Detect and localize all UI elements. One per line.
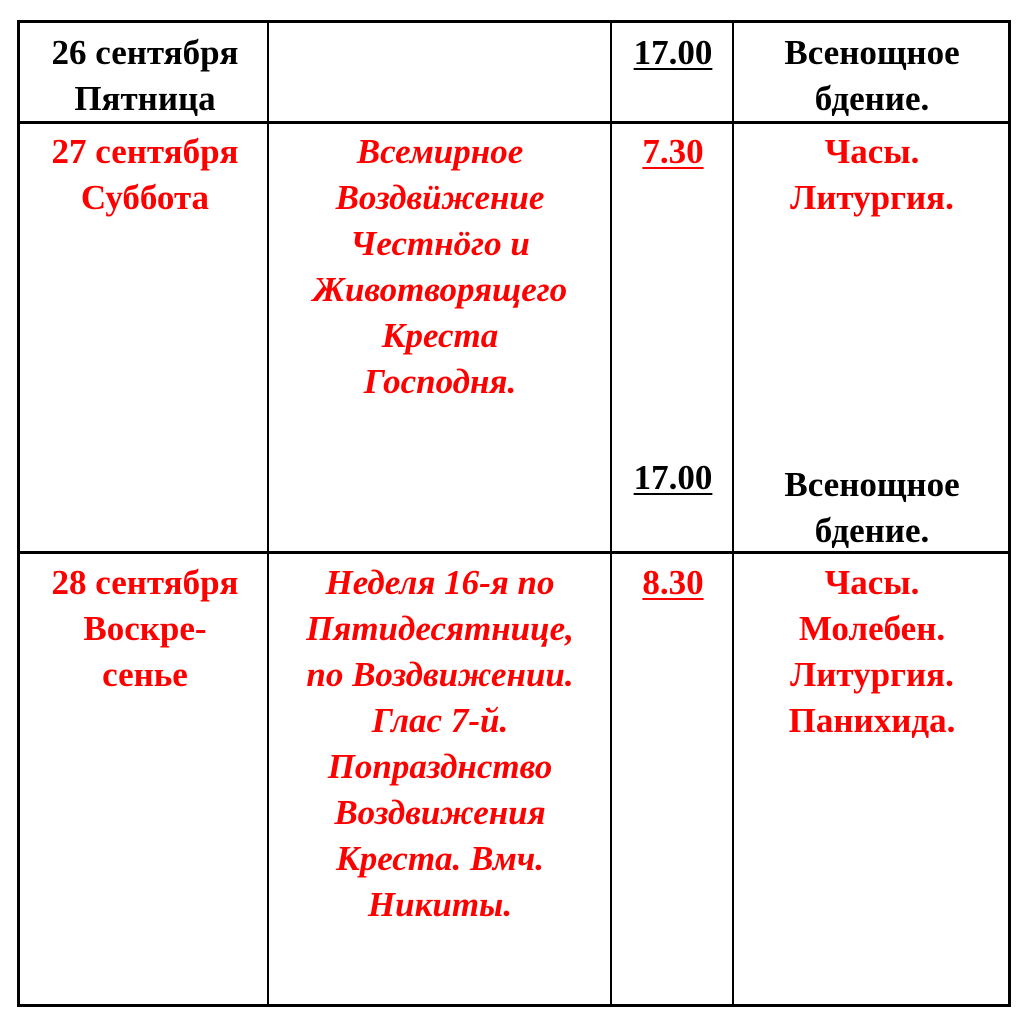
column-divider-1 <box>267 20 269 1007</box>
table-border-right <box>1008 20 1011 1007</box>
column-divider-2 <box>610 20 612 1007</box>
row-2-date-weekday: Суббота <box>80 178 210 217</box>
row-2-feast-line-2: Воздвӥжение <box>335 178 545 217</box>
row-1-service <box>737 30 1007 122</box>
row-2-service-2-time: 17.00 <box>633 458 713 497</box>
row-1-time <box>614 30 732 76</box>
row-2-feast-line-1: Всемирное <box>356 132 524 171</box>
row-3-date <box>23 560 267 698</box>
row-1-date-weekday: Пятница <box>74 79 216 118</box>
row-2-date <box>23 129 267 221</box>
row-3-service-1-line-2: Молебен. <box>798 609 946 648</box>
row-3-service-1-line-3: Литургия. <box>790 655 954 694</box>
row-3-feast-line-8: Никиты. <box>367 885 513 924</box>
row-3-feast-line-1: Неделя 16-я по <box>325 563 555 602</box>
row-1-service-1-time: 17.00 <box>633 33 713 72</box>
row-3-feast-line-7: Креста. Вмч. <box>335 839 545 878</box>
row-2-service-1 <box>737 129 1007 221</box>
row-3-date-weekday-part-1: Воскре- <box>83 609 207 648</box>
row-2-time-1 <box>614 129 732 175</box>
row-2-feast-line-5: Креста <box>381 316 499 355</box>
row-3-service <box>737 560 1007 744</box>
row-2-feast-line-3: Честнӧго и <box>350 224 530 263</box>
row-2-date-day: 27 сентября <box>51 132 239 171</box>
row-3-feast <box>270 560 610 928</box>
table-border-bottom <box>17 1004 1011 1007</box>
row-1-service-1-line-2: бдение. <box>814 79 930 118</box>
table-border-left <box>17 20 20 1007</box>
row-3-service-1-time: 8.30 <box>642 563 704 602</box>
column-divider-3 <box>732 20 734 1007</box>
row-3-feast-line-3: по Воздвижении. <box>306 655 574 694</box>
schedule-table <box>17 20 1011 1007</box>
row-2-time-2 <box>614 455 732 501</box>
row-3-service-1-line-1: Часы. <box>824 563 920 602</box>
row-2-feast-line-6: Господня. <box>363 362 517 401</box>
row-3-date-day: 28 сентября <box>51 563 239 602</box>
row-2-service-2-line-2: бдение. <box>814 511 930 550</box>
row-1-service-1-line-1: Всенощное <box>784 33 960 72</box>
row-3-date-weekday-part-2: сенье <box>102 655 188 694</box>
row-3-service-1-line-4: Панихида. <box>788 701 956 740</box>
row-1-date-day: 26 сентября <box>51 33 239 72</box>
row-2-feast <box>270 129 610 405</box>
row-3-feast-line-4: Глас 7-й. <box>371 701 509 740</box>
row-3-time <box>614 560 732 606</box>
row-2-service-1-line-1: Часы. <box>824 132 920 171</box>
row-2-service-1-line-2: Литургия. <box>790 178 954 217</box>
row-3-feast-line-5: Попразднство <box>327 747 553 786</box>
table-border-top <box>17 20 1011 23</box>
row-3-feast-line-2: Пятидесятнице, <box>306 609 574 648</box>
row-2-service-2-line-1: Всенощное <box>784 465 960 504</box>
row-2-service-1-time: 7.30 <box>642 132 704 171</box>
row-2-service-2 <box>737 462 1007 554</box>
row-1-date <box>23 30 267 122</box>
row-2-feast-line-4: Животворящего <box>312 270 568 309</box>
row-3-feast-line-6: Воздвижения <box>334 793 546 832</box>
